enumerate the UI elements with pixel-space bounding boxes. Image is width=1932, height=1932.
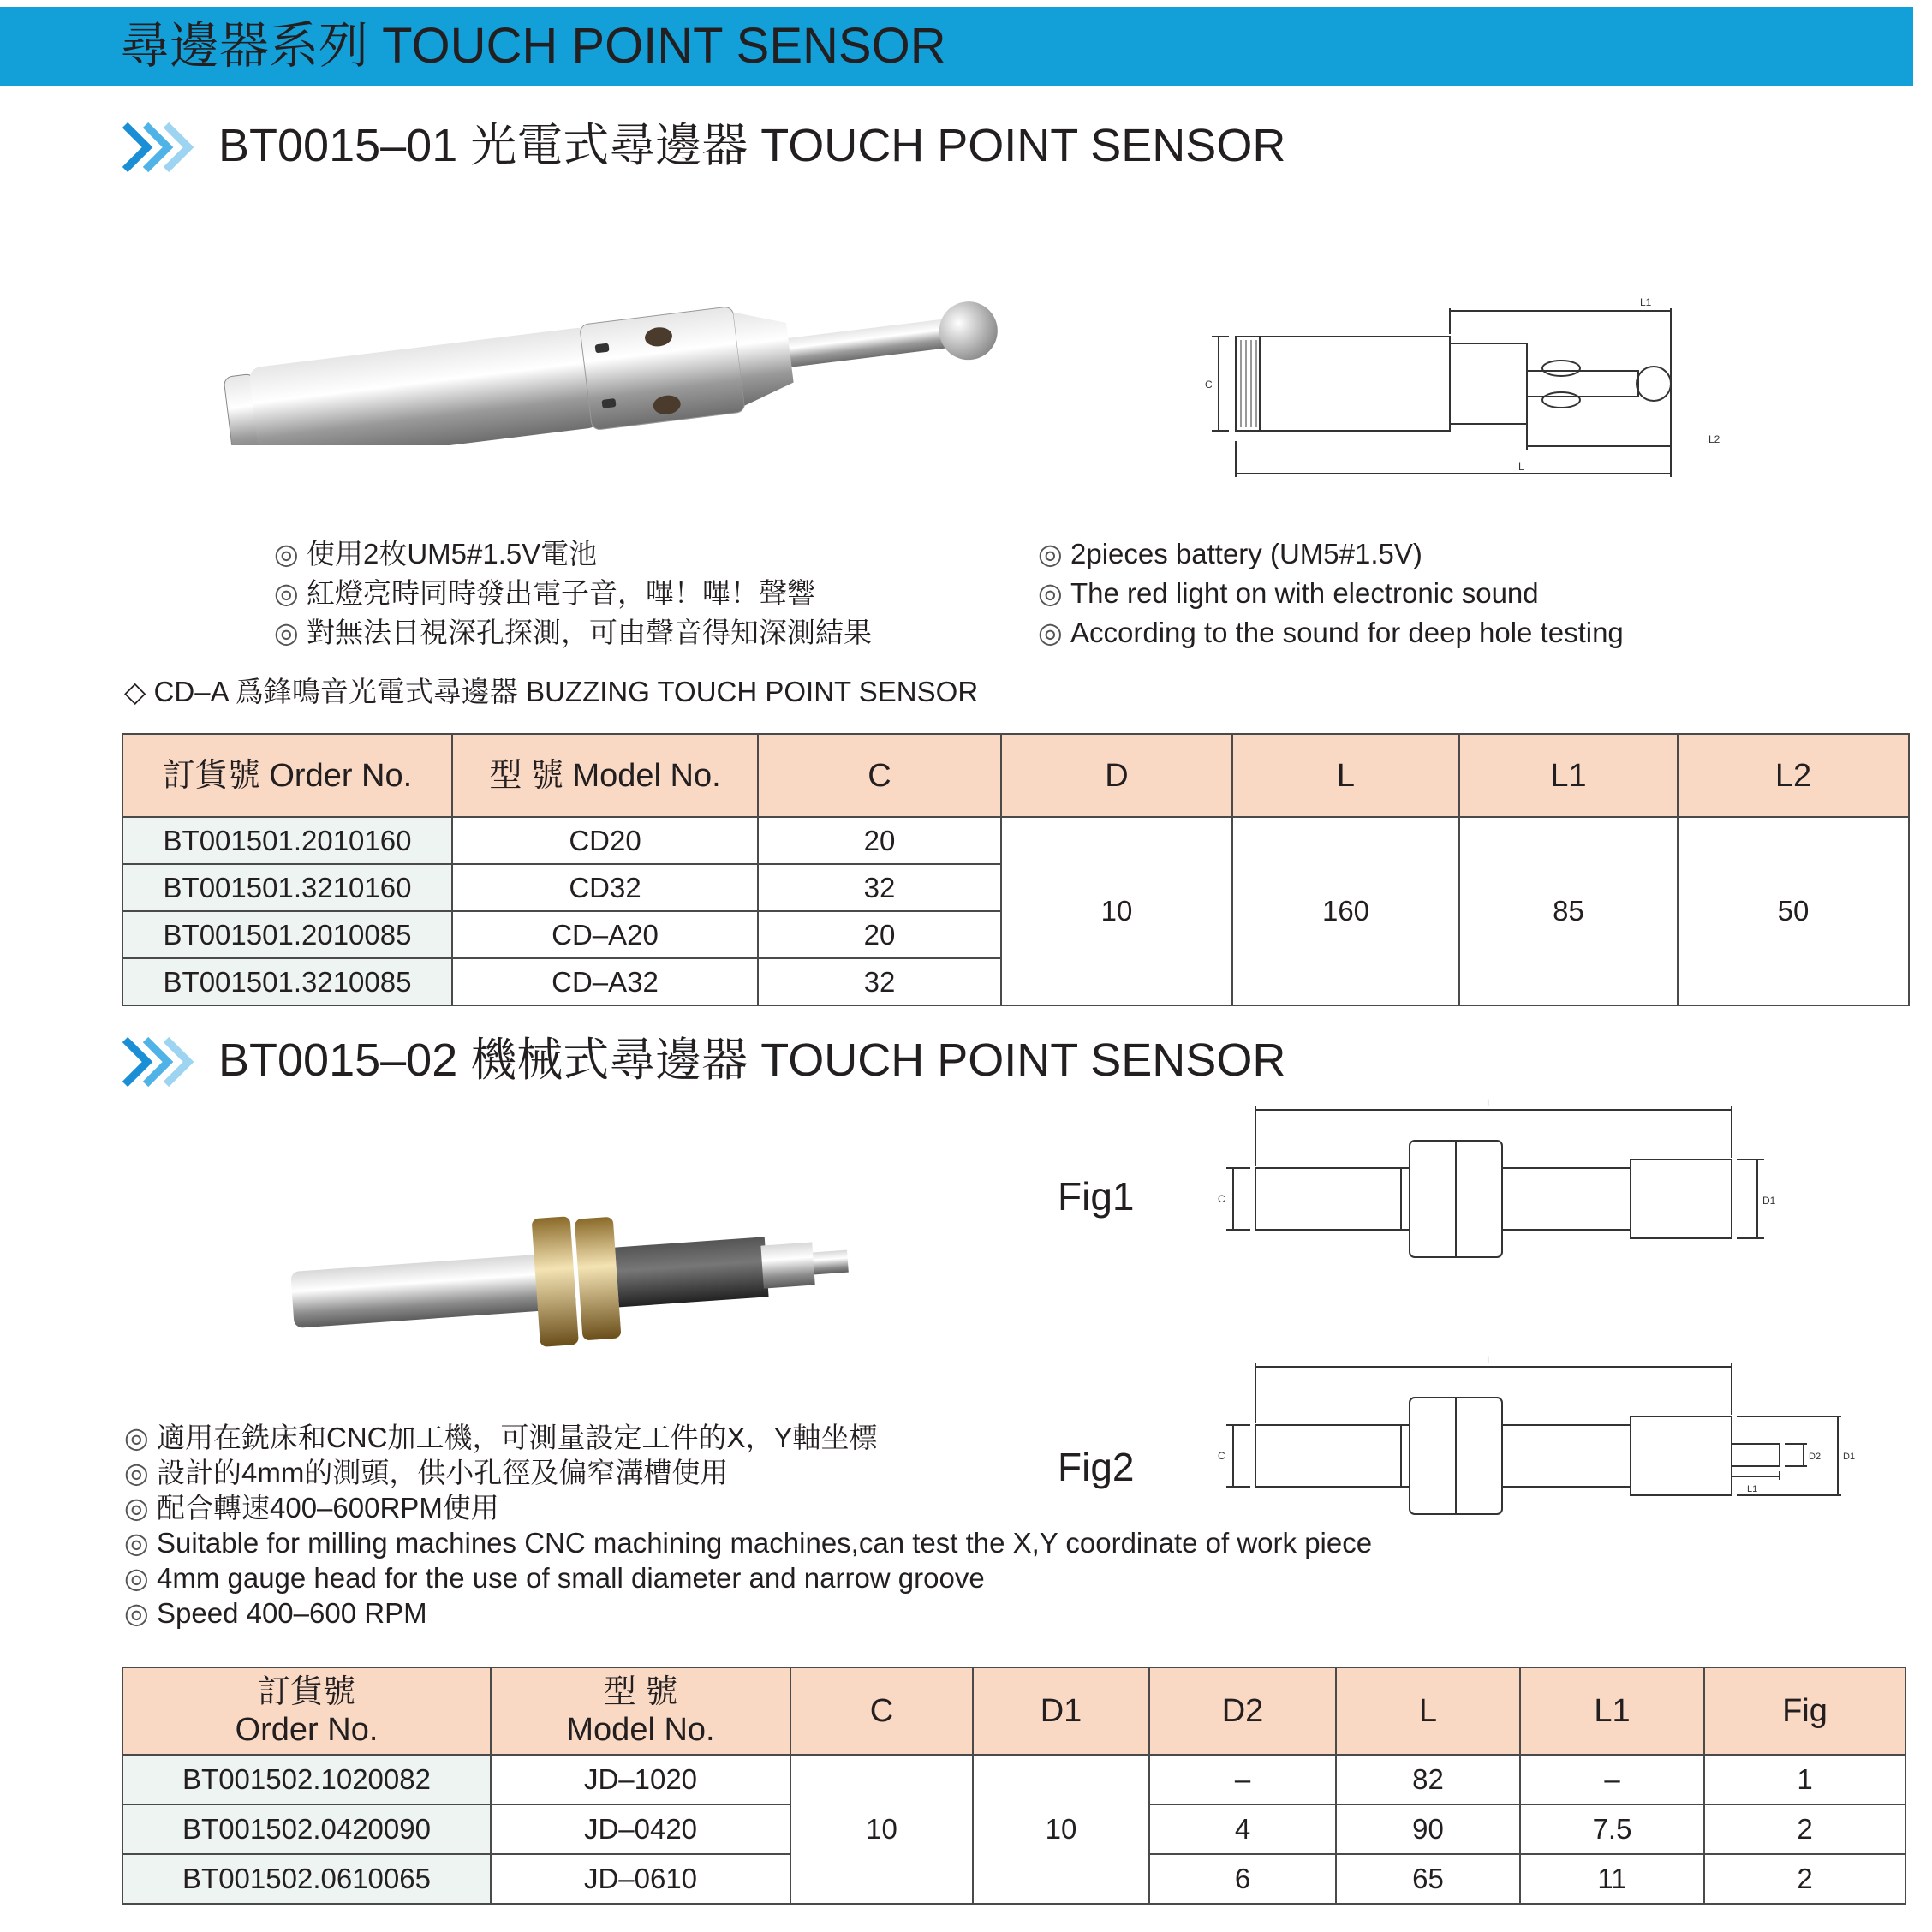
dim-d1-label: D1 (1762, 1195, 1776, 1207)
model-no-cell: JD–1020 (491, 1755, 790, 1804)
dim-l2-label: L2 (1708, 433, 1720, 445)
double-circle-icon: ◎ (124, 1457, 149, 1488)
header-model-no: 型 號 Model No. (491, 1667, 790, 1755)
c-cell: 20 (758, 817, 1001, 864)
dim-c-label: C (1205, 379, 1213, 391)
feature-item: ◎ 對無法目視深孔探測，可由聲音得知深測結果 (274, 613, 872, 653)
dim-c-label: C (1218, 1450, 1225, 1462)
order-no-cell: BT001501.3210085 (122, 958, 452, 1005)
order-no-cell: BT001502.0420090 (122, 1804, 491, 1854)
page-title: 尋邊器系列 TOUCH POINT SENSOR (120, 18, 946, 74)
model-no-cell: CD20 (452, 817, 758, 864)
fig-cell: 1 (1704, 1755, 1905, 1804)
header-d1: D1 (973, 1667, 1149, 1755)
table-row (122, 1755, 1905, 1804)
double-circle-icon: ◎ (124, 1562, 149, 1594)
l1-cell: 11 (1520, 1854, 1704, 1904)
dim-l-label: L (1518, 461, 1524, 473)
header-d: D (1001, 734, 1232, 817)
photo-mechanical-sensor (283, 1190, 865, 1353)
d1-cell: 10 (973, 1755, 1149, 1904)
header-l1: L1 (1520, 1667, 1704, 1755)
table-row (122, 817, 1909, 864)
l2-cell: 50 (1678, 817, 1909, 1005)
header-l1: L1 (1459, 734, 1678, 817)
chevron-icon (120, 1035, 197, 1089)
l-cell: 90 (1336, 1804, 1520, 1854)
double-circle-icon: ◎ (124, 1527, 149, 1559)
double-circle-icon: ◎ (1038, 538, 1063, 569)
header-l: L (1336, 1667, 1520, 1755)
header-d2: D2 (1149, 1667, 1336, 1755)
double-circle-icon: ◎ (124, 1597, 149, 1629)
feature-item: ◎ According to the sound for deep hole testing (1038, 613, 1624, 653)
section1-features-zh (274, 534, 872, 653)
section1-features-en (1038, 534, 1624, 653)
order-no-cell: BT001502.0610065 (122, 1854, 491, 1904)
l-cell: 65 (1336, 1854, 1520, 1904)
header-model-no: 型 號 Model No. (452, 734, 758, 817)
d2-cell: – (1149, 1755, 1336, 1804)
dim-l1-label: L1 (1640, 296, 1652, 308)
header-fig: Fig (1704, 1667, 1905, 1755)
double-circle-icon: ◎ (1038, 617, 1063, 648)
c-cell: 32 (758, 864, 1001, 911)
feature-item: ◎ 適用在銑床和CNC加工機，可測量設定工件的X，Y軸坐標 (124, 1422, 878, 1453)
model-no-cell: CD32 (452, 864, 758, 911)
d2-cell: 4 (1149, 1804, 1336, 1854)
section2-features (124, 1420, 1372, 1631)
order-no-cell: BT001502.1020082 (122, 1755, 491, 1804)
double-circle-icon: ◎ (274, 577, 299, 609)
fig1-label: Fig1 (1058, 1174, 1135, 1219)
feature-item: ◎ Speed 400–600 RPM (124, 1597, 427, 1629)
dim-l-label: L (1487, 1098, 1493, 1109)
fig2-label: Fig2 (1058, 1445, 1135, 1489)
double-circle-icon: ◎ (124, 1422, 149, 1453)
section1-spec-table (122, 733, 1910, 1006)
c-cell: 10 (790, 1755, 973, 1904)
header-c: C (758, 734, 1001, 817)
dim-d1-label: D1 (1843, 1452, 1856, 1462)
photo-electronic-sensor (206, 248, 1019, 445)
header-order-no: 訂貨號 Order No. (122, 1667, 491, 1755)
l1-cell: – (1520, 1755, 1704, 1804)
feature-item: ◎ 配合轉速400–600RPM使用 (124, 1492, 499, 1524)
feature-item: ◎ 設計的4mm的測頭，供小孔徑及偏窄溝槽使用 (124, 1457, 729, 1488)
feature-item: ◎ 使用2枚UM5#1.5V電池 (274, 534, 872, 574)
feature-item: ◎ 4mm gauge head for the use of small diameter and narrow groove (124, 1562, 985, 1594)
c-cell: 32 (758, 958, 1001, 1005)
model-no-cell: CD–A20 (452, 911, 758, 958)
double-circle-icon: ◎ (274, 617, 299, 648)
section2-spec-table (122, 1667, 1906, 1905)
section1-note: ◇ CD–A 爲鋒鳴音光電式尋邊器 BUZZING TOUCH POINT SENSOR (124, 676, 979, 707)
dim-c-label: C (1218, 1193, 1225, 1205)
l1-cell: 7.5 (1520, 1804, 1704, 1854)
drawing-electronic-sensor (1195, 295, 1824, 484)
header-l: L (1232, 734, 1459, 817)
order-no-cell: BT001501.2010160 (122, 817, 452, 864)
chevron-icon (120, 120, 197, 175)
d-cell: 10 (1001, 817, 1232, 1005)
l-cell: 82 (1336, 1755, 1520, 1804)
dim-d2-label: D2 (1809, 1452, 1822, 1462)
double-circle-icon: ◎ (124, 1492, 149, 1524)
fig-cell: 2 (1704, 1854, 1905, 1904)
l-cell: 160 (1232, 817, 1459, 1005)
order-no-cell: BT001501.2010085 (122, 911, 452, 958)
c-cell: 20 (758, 911, 1001, 958)
header-order-no: 訂貨號 Order No. (122, 734, 452, 817)
dim-l-label: L (1487, 1355, 1493, 1366)
section1-title: BT0015–01 光電式尋邊器 TOUCH POINT SENSOR (218, 120, 1286, 171)
feature-item: ◎ 2pieces battery (UM5#1.5V) (1038, 534, 1624, 574)
l1-cell: 85 (1459, 817, 1678, 1005)
header-c: C (790, 1667, 973, 1755)
section2-title: BT0015–02 機械式尋邊器 TOUCH POINT SENSOR (218, 1035, 1286, 1086)
feature-item: ◎ The red light on with electronic sound (1038, 574, 1624, 613)
drawing-fig1 (1208, 1098, 1781, 1269)
feature-item: ◎ 紅燈亮時同時發出電子音，嗶！嗶！聲響 (274, 574, 872, 613)
double-circle-icon: ◎ (1038, 577, 1063, 609)
order-no-cell: BT001501.3210160 (122, 864, 452, 911)
double-circle-icon: ◎ (274, 538, 299, 569)
d2-cell: 6 (1149, 1854, 1336, 1904)
dim-l1-label: L1 (1747, 1484, 1758, 1494)
header-l2: L2 (1678, 734, 1909, 817)
model-no-cell: JD–0610 (491, 1854, 790, 1904)
model-no-cell: JD–0420 (491, 1804, 790, 1854)
fig-cell: 2 (1704, 1804, 1905, 1854)
model-no-cell: CD–A32 (452, 958, 758, 1005)
feature-item: ◎ Suitable for milling machines CNC machining machines,can test the X,Y coordinate of work piece (124, 1527, 1373, 1559)
